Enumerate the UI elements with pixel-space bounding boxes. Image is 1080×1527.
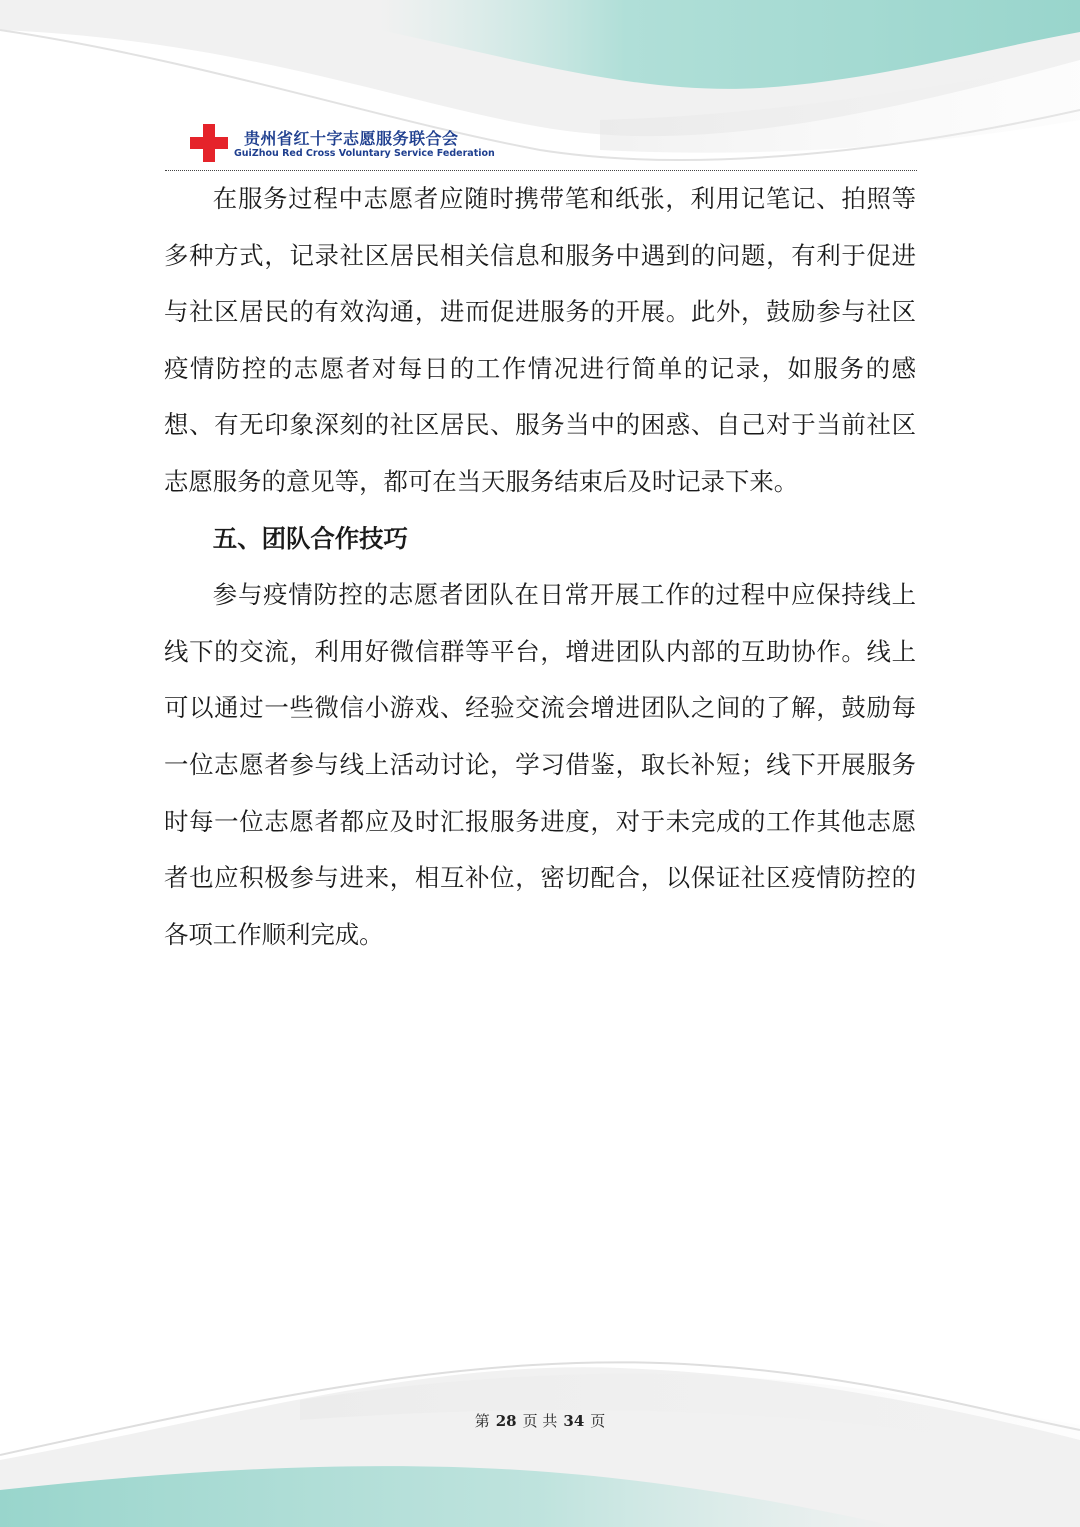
current-page-number: 28	[495, 1412, 517, 1430]
page-header	[0, 0, 1080, 175]
section-heading: 五、团队合作技巧	[212, 523, 408, 553]
footer-middle: 页 共	[522, 1412, 558, 1430]
org-name-cn: 贵州省红十字志愿服务联合会	[244, 129, 459, 148]
page-footer	[0, 1410, 1080, 1431]
footer-suffix: 页	[590, 1412, 606, 1430]
footer-prefix: 第	[474, 1412, 490, 1430]
red-cross-icon	[190, 124, 228, 162]
org-name-en: GuiZhou Red Cross Voluntary Service Federation	[234, 148, 495, 159]
body-paragraph: 在服务过程中志愿者应随时携带笔和纸张，利用记笔记、拍照等多种方式，记录社区居民相关信息和服务中遇到的问题，有利于促进与社区居民的有效沟通，进而促进服务的开展。此外，鼓励参与社区疫情防控的志愿者对每日的工作情况进行简单的记录，如服务的感想、有无印象深刻的社区居民、服务当中的困惑、自己对于当前社区志愿服务的意见等，都可在当天服务结束后及时记录下来。	[164, 184, 916, 496]
document-body	[164, 171, 916, 963]
section-paragraph: 参与疫情防控的志愿者团队在日常开展工作的过程中应保持线上线下的交流，利用好微信群等平台，增进团队内部的互助协作。线上可以通过一些微信小游戏、经验交流会增进团队之间的了解，鼓励每一位志愿者参与线上活动讨论，学习借鉴，取长补短；线下开展服务时每一位志愿者都应及时汇报服务进度，对于未完成的工作其他志愿者也应积极参与进来，相互补位，密切配合，以保证社区疫情防控的各项工作顺利完成。	[164, 580, 916, 949]
total-pages-number: 34	[563, 1412, 585, 1430]
